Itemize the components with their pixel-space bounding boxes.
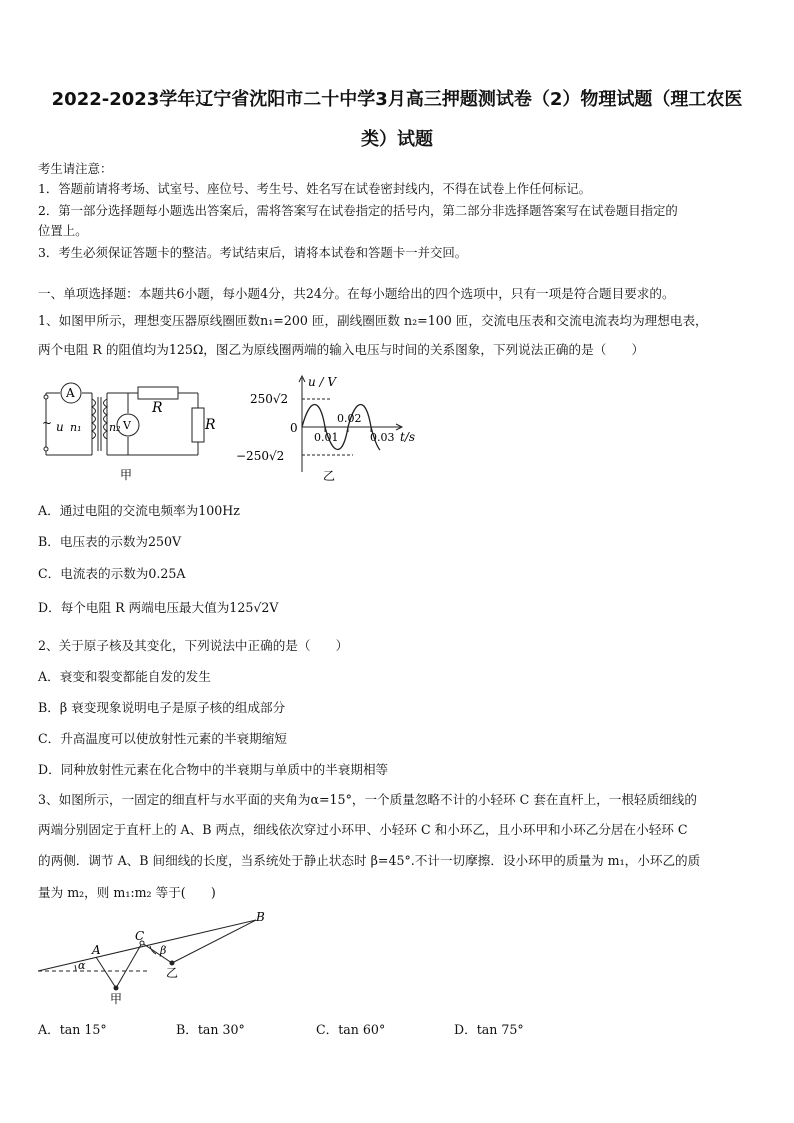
figure-yi-caption: 乙	[323, 469, 336, 483]
q1-stem-line2: 两个电阻 R 的阻值均为125Ω，图乙为原线圈两端的输入电压与时间的关系图象，下列说法正确的是（ ）	[38, 342, 645, 357]
graph-ymax-label: 250√2	[250, 392, 289, 406]
point-b-label: B	[256, 910, 265, 924]
figure-jia-caption: 甲	[120, 468, 133, 482]
notice-item-1: 1．答题前请将考场、试室号、座位号、考生号、姓名写在试卷密封线内，不得在试卷上作任何标记。	[38, 181, 592, 196]
graph-t2-label: 0.02	[337, 412, 362, 425]
q3-option-d: D．tan 75°	[454, 1022, 524, 1037]
q1-option-d: D．每个电阻 R 两端电压最大值为125√2V	[38, 600, 279, 615]
q2-option-b: B．β 衰变现象说明电子是原子核的组成部分	[38, 700, 286, 715]
graph-t1-label: 0.01	[314, 431, 339, 444]
q1-voltage-graph	[230, 372, 430, 487]
graph-origin-label: 0	[290, 421, 298, 435]
q3-stem-line1: 3、如图所示，一固定的细直杆与水平面的夹角为α=15°，一个质量忽略不计的小轻环 C 套在直杆上，一根轻质细线的	[38, 792, 697, 807]
graph-ymin-label: −250√2	[236, 449, 285, 463]
graph-y-axis-label: u / V	[308, 375, 337, 389]
source-u-label: u	[56, 420, 64, 434]
q3-option-a: A．tan 15°	[38, 1022, 107, 1037]
ring-jia-label: 甲	[110, 992, 123, 1006]
ring-yi-label: 乙	[166, 966, 179, 980]
alpha-label: α	[78, 959, 86, 972]
q2-option-d: D．同种放射性元素在化合物中的半衰期与单质中的半衰期相等	[38, 762, 389, 777]
q3-stem-line3: 的两侧．调节 A、B 间细线的长度，当系统处于静止状态时 β=45°.不计一切摩擦．设小环甲的质量为 m₁，小环乙的质	[38, 853, 701, 868]
point-c-label: C	[135, 929, 145, 943]
notice-item-3: 3．考生必须保证答题卡的整洁。考试结束后，请将本试卷和答题卡一并交回。	[38, 245, 468, 260]
q1-stem-line1: 1、如图甲所示，理想变压器原线圈匝数n₁=200 匝，副线圈匝数 n₂=100 匝，交流电压表和交流电流表均为理想电表，	[38, 313, 708, 328]
point-a-label: A	[92, 943, 101, 957]
resistor-right-label: R	[205, 417, 216, 433]
q1-circuit-figure	[38, 375, 218, 485]
resistor-top-label: R	[152, 400, 163, 416]
q1-option-c: C．电流表的示数为0.25A	[38, 566, 186, 581]
voltmeter-label: V	[123, 419, 131, 432]
section-header: 一、单项选择题：本题共6小题，每小题4分，共24分。在每小题给出的四个选项中，只有一项是符合题目要求的。	[38, 286, 675, 301]
source-symbol: ~	[42, 416, 53, 430]
q3-option-b: B．tan 30°	[176, 1022, 245, 1037]
resistor-right	[192, 408, 204, 442]
graph-t3-label: 0.03	[370, 431, 395, 444]
notice-header: 考生请注意：	[38, 161, 113, 176]
q3-options	[38, 1019, 524, 1038]
page-title-line1: 2022-2023学年辽宁省沈阳市二十中学3月高三押题测试卷（2）物理试题（理工农医	[51, 89, 743, 110]
q3-rod-figure	[36, 910, 276, 1010]
inclined-rod	[38, 920, 256, 971]
page-title-line2: 类）试题	[361, 129, 433, 150]
q3-option-c: C．tan 60°	[316, 1022, 386, 1037]
n2-label: n₂	[109, 421, 121, 434]
graph-x-axis-label: t/s	[400, 430, 416, 444]
resistor-top	[138, 387, 178, 399]
notice-item-2: 2．第一部分选择题每小题选出答案后，需将答案写在试卷指定的括号内，第二部分非选择题答案写在试卷题目指定的	[38, 203, 678, 218]
beta-label: β	[160, 944, 167, 957]
q1-option-a: A．通过电阻的交流电频率为100Hz	[38, 503, 240, 518]
ammeter-label: A	[66, 386, 75, 400]
q3-stem-line4: 量为 m₂，则 m₁:m₂ 等于( )	[38, 885, 216, 900]
q2-option-c: C．升高温度可以使放射性元素的半衰期缩短	[38, 731, 287, 746]
n1-label: n₁	[70, 421, 82, 434]
q2-stem: 2、关于原子核及其变化，下列说法中正确的是（ ）	[38, 638, 349, 653]
q1-option-b: B．电压表的示数为250V	[38, 534, 182, 549]
notice-item-2-cont: 位置上。	[38, 223, 88, 238]
q3-stem-line2: 两端分别固定于直杆上的 A、B 两点，细线依次穿过小环甲、小轻环 C 和小环乙，且小环甲和小环乙分居在小轻环 C	[38, 822, 688, 837]
q2-option-a: A．衰变和裂变都能自发的发生	[38, 669, 211, 684]
